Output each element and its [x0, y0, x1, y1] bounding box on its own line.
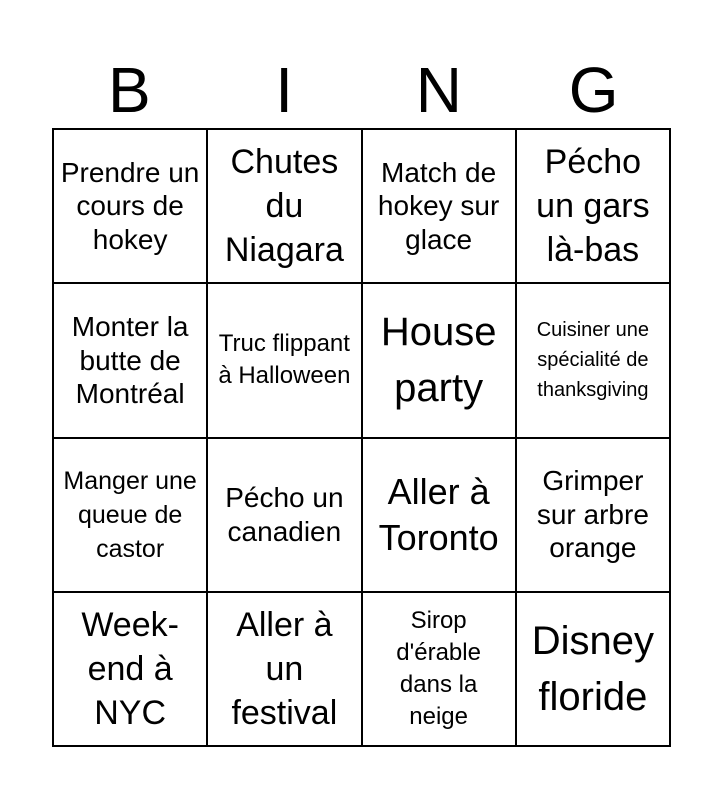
- bingo-cell: [207, 592, 361, 746]
- bingo-cell: [207, 438, 361, 592]
- cell-text: Sirop d'érable dans la neige: [396, 606, 481, 731]
- cell-text: Pécho un gars là-bas: [536, 142, 650, 270]
- bingo-cell: [53, 438, 207, 592]
- bingo-cell: [362, 283, 516, 437]
- bingo-cell: [516, 592, 670, 746]
- cell-text: Week-end à NYC: [81, 605, 179, 732]
- cell-text: Aller à Toronto: [378, 470, 499, 558]
- cell-text: Grimper sur arbre orange: [536, 465, 649, 564]
- cell-text: Truc flippant à Halloween: [218, 330, 351, 390]
- bingo-header: [52, 52, 671, 128]
- bingo-cell: [53, 283, 207, 437]
- cell-text: Cuisiner une spécialité de thanksgiving: [536, 319, 650, 402]
- bingo-cell: [207, 283, 361, 437]
- cell-text: Match de hokey sur glace: [377, 156, 500, 255]
- header-letter-b: B: [108, 54, 151, 126]
- cell-text: Manger une queue de castor: [63, 466, 197, 563]
- bingo-grid: [52, 128, 671, 747]
- cell-text: Pécho un canadien: [225, 482, 344, 547]
- bingo-cell: [362, 438, 516, 592]
- bingo-cell: [53, 592, 207, 746]
- cell-text: Aller à un festival: [231, 605, 338, 732]
- cell-text: House party: [380, 310, 497, 411]
- cell-text: Chutes du Niagara: [224, 142, 344, 270]
- cell-text: Monter la butte de Montréal: [71, 310, 189, 410]
- bingo-cell: [516, 283, 670, 437]
- bingo-cell: [516, 129, 670, 283]
- cell-text: Disney floride: [531, 618, 654, 719]
- header-letter-i: I: [275, 54, 294, 126]
- header-letter-n: N: [415, 54, 462, 126]
- cell-text: Prendre un cours de hokey: [60, 156, 200, 255]
- bingo-cell: [516, 438, 670, 592]
- header-letter-g: G: [568, 54, 619, 126]
- bingo-cell: [362, 592, 516, 746]
- bingo-cell: [53, 129, 207, 283]
- bingo-cell: [362, 129, 516, 283]
- bingo-cell: [207, 129, 361, 283]
